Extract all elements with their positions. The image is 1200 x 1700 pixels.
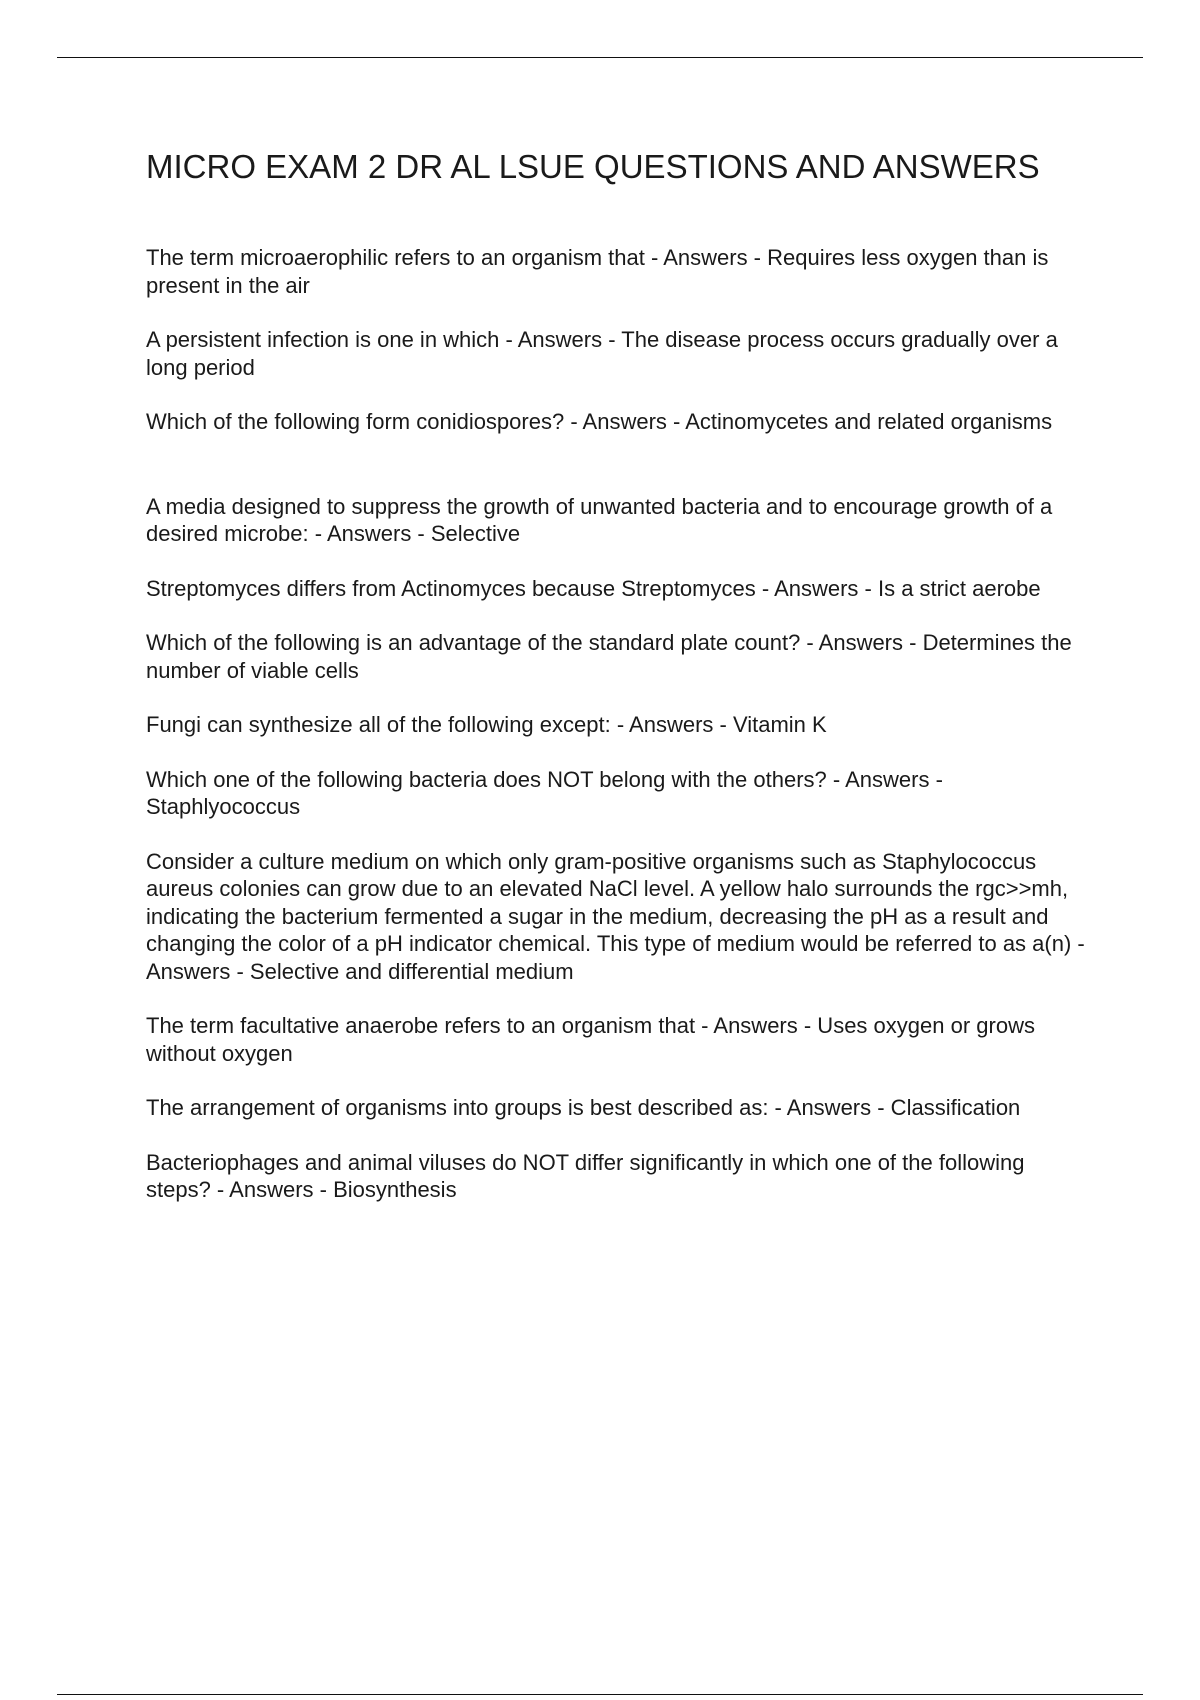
top-divider (57, 57, 1143, 58)
qa-item: Which one of the following bacteria does NOT belong with the others? - Answers - Staphlyococcus (146, 766, 943, 819)
qa-item: The term facultative anaerobe refers to an organism that - Answers - Uses oxygen or grows without oxygen (146, 1013, 1035, 1066)
qa-list (146, 244, 1086, 1204)
document-title: MICRO EXAM 2 DR AL LSUE QUESTIONS AND ANSWERS (146, 148, 1040, 185)
qa-item: Consider a culture medium on which only gram-positive organisms such as Staphylococcus aureus colonies can grow due to an elevated NaCl level. A yellow halo surrounds the rgc>>mh, indicating the bacterium fermented a sugar in the medium, decreasing the pH as a result and changing the color of a pH indicator chemical. This type of medium would be referred to as a(n) - Answers - Selective and differential medium (146, 848, 1085, 984)
qa-item: Streptomyces differs from Actinomyces because Streptomyces - Answers - Is a strict aerobe (146, 575, 1041, 601)
qa-item: A persistent infection is one in which - Answers - The disease process occurs gradually over a long period (146, 327, 1058, 380)
qa-item: The arrangement of organisms into groups is best described as: - Answers - Classification (146, 1095, 1021, 1120)
qa-item: The term microaerophilic refers to an organism that - Answers - Requires less oxygen than is present in the air (146, 245, 1049, 298)
qa-item: Fungi can synthesize all of the following except: - Answers - Vitamin K (146, 712, 827, 737)
qa-item: A media designed to suppress the growth of unwanted bacteria and to encourage growth of a desired microbe: - Answers - Selective (146, 493, 1053, 546)
qa-item: Which of the following form conidiospores? - Answers - Actinomycetes and related organisms (146, 409, 1053, 434)
qa-item: Which of the following is an advantage of the standard plate count? - Answers - Determines the number of viable cells (146, 630, 1072, 683)
qa-item: Bacteriophages and animal viluses do NOT differ significantly in which one of the following steps? - Answers - Biosynthesis (146, 1149, 1025, 1202)
document-body (146, 146, 1086, 1231)
bottom-divider (57, 1694, 1143, 1695)
